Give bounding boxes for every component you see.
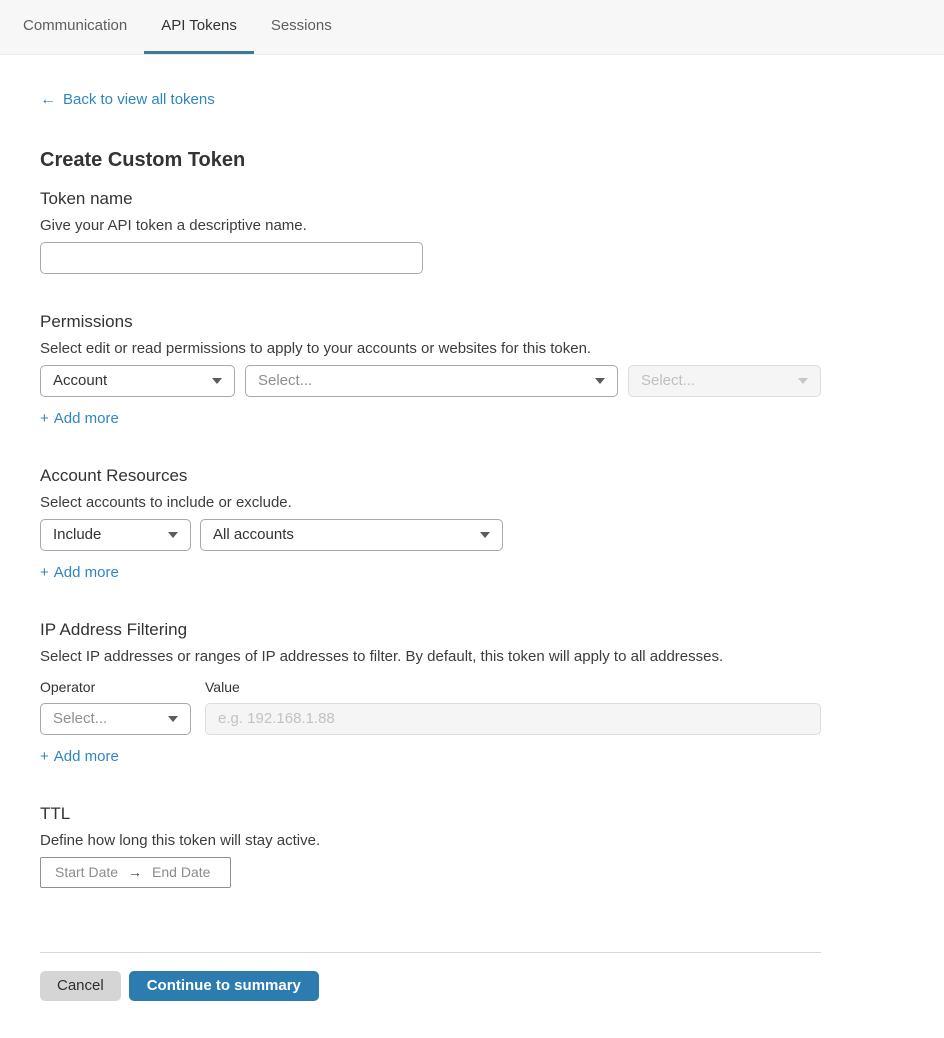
- resource-selection-value: All accounts: [213, 526, 294, 543]
- end-date-field[interactable]: End Date: [152, 864, 211, 880]
- tab-bar: [0, 0, 944, 55]
- arrow-right-icon: →: [128, 864, 143, 880]
- token-name-description: Give your API token a descriptive name.: [40, 216, 307, 234]
- ip-filtering-add-more-link[interactable]: [40, 748, 119, 765]
- account-resources-title: Account Resources: [40, 465, 188, 485]
- page-title: Create Custom Token: [40, 148, 246, 171]
- resource-selection-select[interactable]: [200, 519, 503, 551]
- tab-api-tokens[interactable]: API Tokens: [144, 0, 254, 54]
- back-link[interactable]: [40, 91, 215, 108]
- chevron-down-icon: [480, 532, 490, 538]
- permission-level-select: [628, 365, 821, 397]
- account-resources-add-more-link[interactable]: [40, 564, 119, 581]
- account-resources-description: Select accounts to include or exclude.: [40, 493, 292, 511]
- permissions-add-more-label: Add more: [53, 409, 119, 427]
- chevron-down-icon: [168, 532, 178, 538]
- permissions-section: [40, 312, 821, 428]
- ip-operator-placeholder: Select...: [53, 710, 108, 727]
- operator-label: Operator: [40, 678, 96, 695]
- ip-filtering-add-more-label: Add more: [53, 747, 119, 765]
- ttl-title: TTL: [40, 803, 71, 823]
- permission-level-placeholder: Select...: [641, 372, 696, 389]
- ip-value-input: [205, 703, 821, 735]
- start-date-field[interactable]: Start Date: [55, 864, 119, 880]
- cancel-button[interactable]: Cancel: [40, 971, 121, 1001]
- create-token-form: [0, 55, 821, 1038]
- token-name-section: [40, 189, 821, 274]
- ttl-description: Define how long this token will stay active.: [40, 831, 321, 849]
- value-label: Value: [205, 678, 240, 695]
- ttl-date-range-picker[interactable]: [40, 857, 231, 888]
- chevron-down-icon: [595, 378, 605, 384]
- account-resources-add-more-label: Add more: [53, 563, 119, 581]
- permission-scope-select[interactable]: [40, 365, 235, 397]
- ttl-section: [40, 804, 821, 888]
- resource-mode-value: Include: [53, 526, 102, 543]
- permissions-description: Select edit or read permissions to apply to your accounts or websites for this token.: [40, 339, 592, 357]
- plus-icon: +: [40, 409, 49, 427]
- permissions-title: Permissions: [40, 311, 133, 331]
- permission-group-placeholder: Select...: [258, 372, 313, 389]
- permission-scope-value: Account: [53, 372, 108, 389]
- resource-mode-select[interactable]: [40, 519, 191, 551]
- ip-filtering-section: [40, 620, 821, 766]
- token-name-input[interactable]: [40, 242, 423, 274]
- ip-filtering-title: IP Address Filtering: [40, 619, 188, 639]
- chevron-down-icon: [212, 378, 222, 384]
- tab-communication[interactable]: Communication: [23, 17, 128, 34]
- chevron-down-icon: [168, 716, 178, 722]
- permissions-add-more-link[interactable]: [40, 410, 119, 427]
- token-name-title: Token name: [40, 188, 133, 208]
- ip-operator-select[interactable]: [40, 703, 191, 735]
- continue-to-summary-button[interactable]: Continue to summary: [129, 971, 319, 1001]
- tab-sessions[interactable]: Sessions: [270, 17, 332, 34]
- back-link-label: Back to view all tokens: [63, 91, 215, 108]
- ip-filtering-description: Select IP addresses or ranges of IP addresses to filter. By default, this token will apply to all addresses.: [40, 647, 724, 665]
- plus-icon: +: [40, 747, 49, 765]
- permission-group-select[interactable]: [245, 365, 618, 397]
- footer-actions: [40, 971, 821, 1038]
- plus-icon: +: [40, 563, 49, 581]
- back-arrow-icon: ←: [40, 90, 56, 108]
- chevron-down-icon: [798, 378, 808, 384]
- account-resources-section: [40, 466, 821, 582]
- footer-divider: [40, 952, 821, 953]
